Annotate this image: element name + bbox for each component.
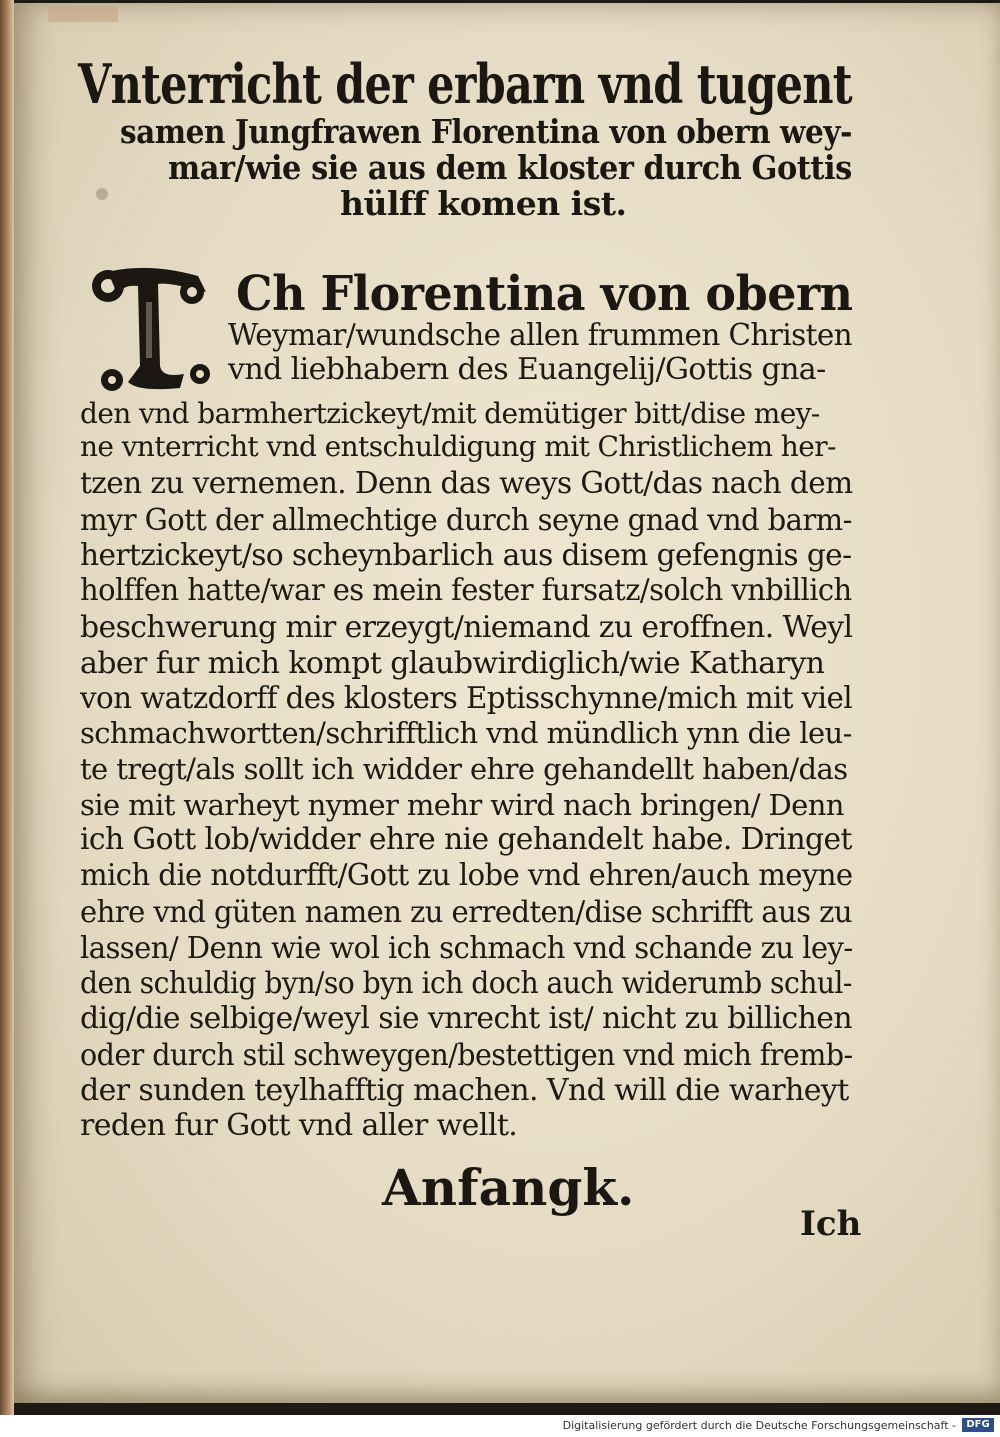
- catchword: Ich: [800, 1204, 862, 1244]
- body-line: lassen/ Denn wie wol ich schmach vnd schande zu ley-: [80, 931, 853, 966]
- body-line: dig/die selbige/weyl sie vnrecht ist/ nicht zu billichen: [80, 1001, 852, 1036]
- body-line: ne vnterricht vnd entschuldigung mit Christlichem her-: [80, 430, 836, 463]
- footer-bar: [0, 1415, 1000, 1437]
- body-line: der sunden teylhafftig machen. Vnd will die warheyt: [80, 1073, 849, 1108]
- body-line: holffen hatte/war es mein fester fursatz/solch vnbillich: [80, 573, 852, 608]
- body-line: hertzickeyt/so scheynbarlich aus disem gefengnis ge-: [80, 538, 852, 573]
- body-line: von watzdorff des klosters Eptisschynne/mich mit viel: [80, 681, 853, 716]
- decorated-initial-letter: [88, 262, 214, 392]
- body-line: vnd liebhabern des Euangelij/Gottis gna-: [228, 352, 826, 387]
- title-line-2: samen Jungfrawen Florentina von obern wey-: [120, 112, 852, 151]
- funding-notice: Digitalisierung gefördert durch die Deutsche Forschungsgemeinschaft -: [562, 1419, 956, 1432]
- body-line: den vnd barmhertzickeyt/mit demütiger bitt/dise mey-: [80, 397, 820, 430]
- body-line: sie mit warheyt nymer mehr wird nach bringen/ Denn: [80, 788, 844, 822]
- dfg-logo-icon: DFG: [962, 1418, 994, 1432]
- body-line: te tregt/als sollt ich widder ehre gehandellt haben/das: [80, 752, 848, 786]
- body-line: reden fur Gott vnd aller wellt.: [80, 1108, 518, 1143]
- ink-smudge: [96, 188, 108, 200]
- body-line: oder durch stil schweygen/bestettigen vnd mich fremb-: [80, 1038, 853, 1073]
- body-line: schmachwortten/schrifftlich vnd mündlich ynn die leu-: [80, 716, 852, 750]
- body-line: Weymar/wundsche allen frummen Christen: [228, 318, 853, 353]
- body-line: mich die notdurfft/Gott zu lobe vnd ehren/auch meyne: [80, 858, 853, 893]
- title-line-1: Vnterricht der erbarn vnd tugent: [78, 52, 852, 116]
- body-line: ich Gott lob/widder ehre nie gehandelt habe. Dringet: [80, 822, 852, 857]
- book-gutter: [0, 0, 14, 1415]
- opening-heading: Ch Florentina von obern: [236, 266, 853, 322]
- body-line: myr Gott der allmechtige durch seyne gnad vnd barm-: [80, 503, 852, 538]
- title-line-4: hülff komen ist.: [340, 184, 627, 223]
- body-line: tzen zu vernemen. Denn das weys Gott/das nach dem: [80, 466, 853, 501]
- body-line: den schuldig byn/so byn ich doch auch widerumb schul-: [80, 966, 852, 1001]
- closing-heading: Anfangk.: [382, 1158, 635, 1217]
- body-line: aber fur mich kompt glaubwirdiglich/wie Katharyn: [80, 646, 825, 681]
- body-line: ehre vnd güten namen zu erredten/dise schrifft aus zu: [80, 895, 852, 930]
- corner-stain: [48, 6, 118, 22]
- title-line-3: mar/wie sie aus dem kloster durch Gottis: [168, 148, 852, 187]
- body-line: beschwerung mir erzeygt/niemand zu eroffnen. Weyl: [80, 610, 853, 645]
